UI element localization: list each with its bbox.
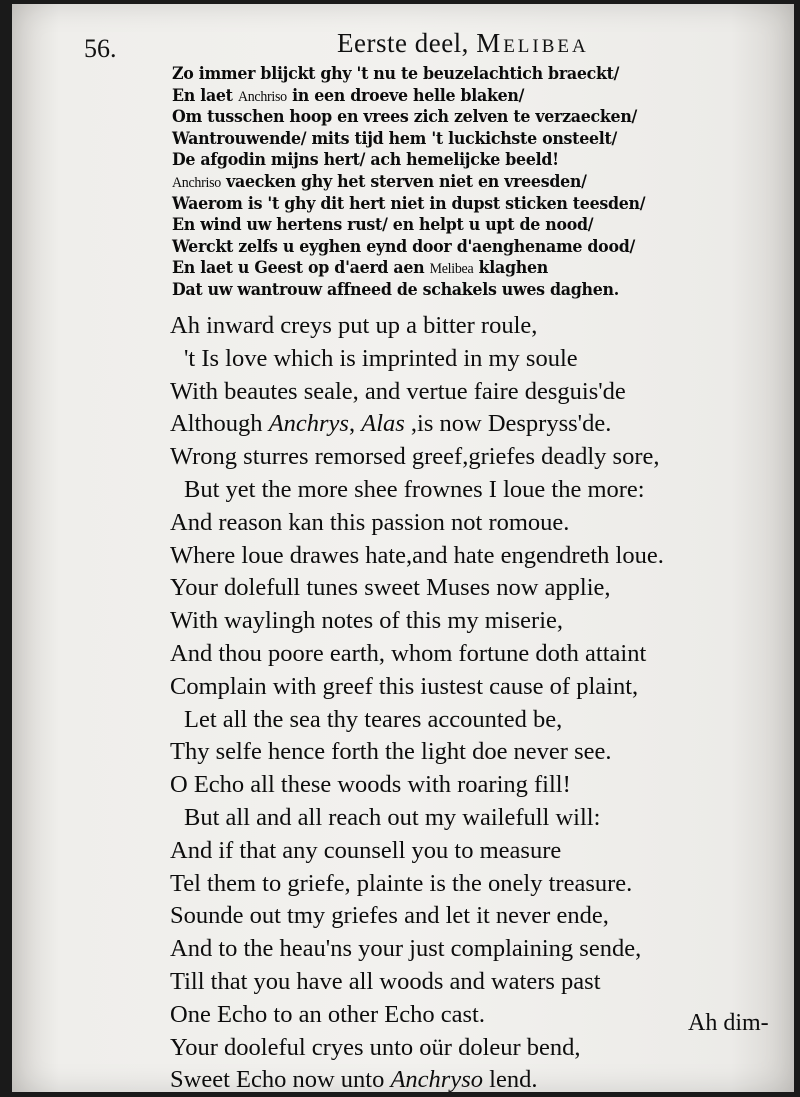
line-text: O Echo all these woods with roaring fill! xyxy=(170,771,571,799)
english-verse-line xyxy=(170,408,730,441)
english-verse-line xyxy=(170,474,730,507)
proper-name: Anchriso xyxy=(237,88,287,105)
page-number: 56. xyxy=(84,34,117,63)
dutch-verse-line xyxy=(172,129,693,151)
english-verse-line xyxy=(170,900,730,933)
line-text: With waylingh notes of this my miserie, xyxy=(170,607,564,635)
english-verse-line xyxy=(170,507,730,540)
line-text: Complain with greef this iustest cause of plaint, xyxy=(170,672,639,700)
line-text: Let all the sea thy teares accounted be, xyxy=(184,705,563,733)
line-text: Tel them to griefe, plainte is the onely treasure. xyxy=(170,869,633,897)
line-text: Waerom is 't ghy dit hert niet in dupst sticken teesden/ xyxy=(172,193,646,214)
english-verse-line xyxy=(170,605,730,638)
english-verse-line xyxy=(170,835,730,868)
line-text: But all and all reach out my wailefull will: xyxy=(184,803,601,831)
line-text: lend. xyxy=(483,1066,538,1094)
line-text: in een droeve helle blaken/ xyxy=(286,85,525,106)
english-verse-line xyxy=(170,1064,730,1097)
line-text: klaghen xyxy=(473,258,548,279)
italic-name: Anchrys xyxy=(268,410,349,438)
line-text: En laet u Geest op d'aerd aen xyxy=(172,258,430,279)
line-text: And to the heau'ns your just complaining sende, xyxy=(170,935,642,963)
line-text: , xyxy=(348,410,362,438)
line-text: Your dolefull tunes sweet Muses now applie, xyxy=(170,574,611,602)
italic-name: Anchryso xyxy=(390,1066,484,1094)
book-page xyxy=(12,4,794,1092)
running-head xyxy=(337,28,589,59)
english-verse-line xyxy=(170,376,730,409)
line-text: But yet the more shee frownes I loue the more: xyxy=(184,475,645,503)
line-text: Ah inward creys put up a bitter roule, xyxy=(170,312,538,339)
english-verse-line xyxy=(170,1032,730,1065)
dutch-verse-line xyxy=(172,280,693,302)
english-verse-line xyxy=(170,441,730,474)
english-verse-line xyxy=(170,343,730,376)
english-verse-line xyxy=(170,999,730,1032)
proper-name: Melibea xyxy=(429,261,474,278)
dutch-verse-line xyxy=(172,215,693,237)
line-text: One Echo to an other Echo cast. xyxy=(170,1000,485,1028)
line-text: Your dooleful cryes unto oür doleur bend, xyxy=(170,1033,581,1061)
line-text: With beautes seale, and vertue faire desguis'de xyxy=(170,377,626,405)
proper-name: Anchriso xyxy=(172,174,221,191)
line-text: Wrong sturres remorsed greef,griefes deadly sore, xyxy=(170,443,660,471)
line-text: 't Is love which is imprinted in my soule xyxy=(184,344,578,372)
english-verse-line xyxy=(170,671,730,704)
dutch-verse-line xyxy=(172,237,693,259)
english-verse-line xyxy=(170,736,730,769)
line-text: De afgodin mijns hert/ ach hemelijcke beeld! xyxy=(172,150,559,171)
line-text: Wantrouwende/ mits tijd hem 't luckichste onsteelt/ xyxy=(172,128,618,149)
dutch-verse-line xyxy=(172,107,693,129)
line-text: Sounde out tmy griefes and let it never ende, xyxy=(170,902,609,930)
line-text: ,is now Despryss'de. xyxy=(404,410,612,438)
line-text: Till that you have all woods and waters past xyxy=(170,967,601,995)
italic-name: Alas xyxy=(361,410,405,438)
dutch-verse-line xyxy=(172,194,693,216)
line-text: Om tusschen hoop en vrees zich zelven te verzaecken/ xyxy=(172,107,638,128)
line-text: Werckt zelfs u eyghen eynd door d'aenghename dood/ xyxy=(172,236,635,257)
catchword: Ah dim- xyxy=(688,1010,769,1036)
english-verse-block xyxy=(170,310,730,1097)
line-text: Sweet Echo now unto xyxy=(170,1066,391,1094)
dutch-verse-line xyxy=(172,64,693,86)
english-verse-line xyxy=(170,966,730,999)
english-verse-line xyxy=(170,572,730,605)
line-text: And reason kan this passion not romoue. xyxy=(170,508,570,536)
running-head-name: Melibea xyxy=(476,28,589,58)
english-verse-line xyxy=(170,540,730,573)
line-text: En wind uw hertens rust/ en helpt u upt de nood/ xyxy=(172,215,594,236)
english-verse-line xyxy=(170,933,730,966)
english-verse-line xyxy=(170,769,730,802)
line-text: Where loue drawes hate,and hate engendreth loue. xyxy=(170,541,664,569)
dutch-verse-line xyxy=(172,258,693,280)
english-verse-line xyxy=(170,638,730,671)
line-text: And thou poore earth, whom fortune doth attaint xyxy=(170,639,647,667)
english-verse-line xyxy=(170,802,730,835)
dutch-verse-block xyxy=(172,64,693,302)
dutch-verse-line xyxy=(172,86,693,108)
english-verse-line xyxy=(170,310,730,343)
line-text: And if that any counsell you to measure xyxy=(170,836,562,864)
line-text: Dat uw wantrouw affneed de schakels uwes daghen. xyxy=(172,279,619,300)
dutch-verse-line xyxy=(172,172,693,194)
english-verse-line xyxy=(170,704,730,737)
dutch-verse-line xyxy=(172,150,693,172)
line-text: Zo immer blijckt ghy 't nu te beuzelachtich braeckt/ xyxy=(172,64,620,84)
line-text: En laet xyxy=(172,85,238,106)
english-verse-line xyxy=(170,868,730,901)
line-text: Although xyxy=(170,410,269,438)
line-text: Thy selfe hence forth the light doe never see. xyxy=(170,738,612,766)
line-text: vaecken ghy het sterven niet en vreesden/ xyxy=(220,171,587,192)
running-head-part: Eerste deel, xyxy=(337,28,469,58)
